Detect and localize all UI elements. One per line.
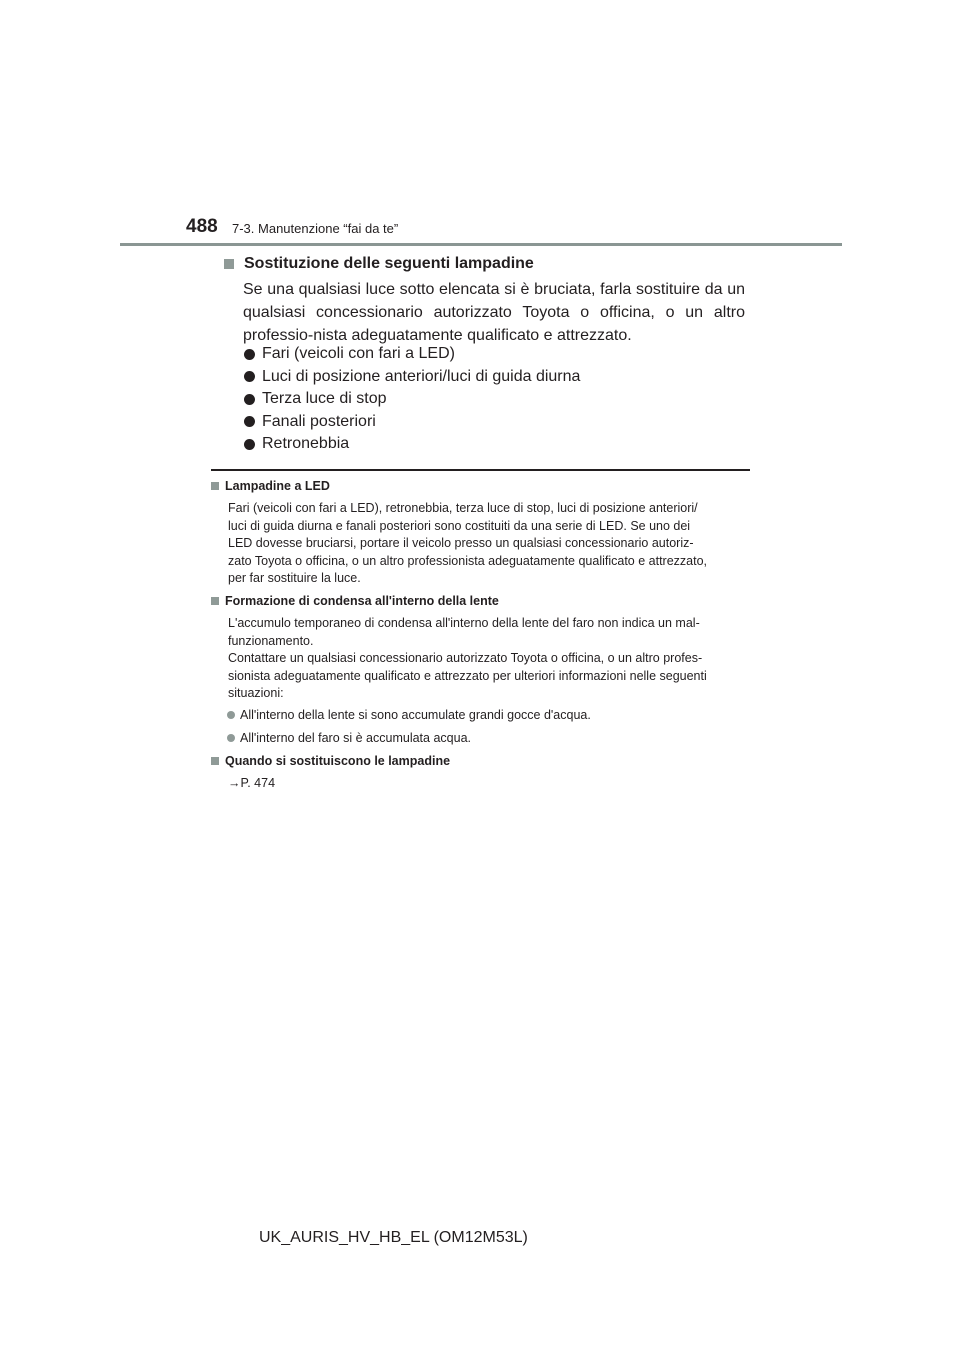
page-number: 488 <box>186 216 218 237</box>
bullet-icon <box>244 439 255 450</box>
list-item: Retronebbia <box>243 433 580 456</box>
bullet-icon <box>227 711 235 719</box>
list-item: All'interno del faro si è accumulata acqua. <box>227 731 471 745</box>
header-divider <box>120 243 842 246</box>
list-item: Terza luce di stop <box>243 388 580 411</box>
section-heading <box>224 255 534 273</box>
note-title-led: Lampadine a LED <box>211 479 330 493</box>
manual-code: UK_AURIS_HV_HB_EL (OM12M53L) <box>259 1229 528 1246</box>
section-heading-text: Sostituzione delle seguenti lampadine <box>244 255 534 272</box>
list-item: Fari (veicoli con fari a LED) <box>243 343 580 366</box>
bullet-icon <box>244 394 255 405</box>
note-text-led: Fari (veicoli con fari a LED), retronebbia, terza luce di stop, luci di posizione anteriori/ luci di guida diurna e fanali posteriori sono costituiti da una serie di LED. Se uno dei LED dovesse bruciarsi, portare il veicolo presso un qualsiasi concessionario autoriz- zato Toyota o officina, o un altro professionista adeguatamente qualificato e attrezzato, per far sostituire la luce. <box>228 501 708 586</box>
square-bullet-icon <box>224 259 234 269</box>
bulb-list <box>243 343 580 456</box>
list-item: Luci di posizione anteriori/luci di guida diurna <box>243 366 580 389</box>
page-reference: →P. 474 <box>228 776 276 790</box>
note-text-condensation: L'accumulo temporaneo di condensa all'interno della lente del faro non indica un mal- funzionamento. Contattare un qualsiasi concessionario autorizzato Toyota o officina, o un altro profes- sionista adeguatamente qualificato e attrezzato per ulteriori informazioni nelle seguenti situazioni: <box>228 616 707 701</box>
list-item: All'interno della lente si sono accumulate grandi gocce d'acqua. <box>227 708 591 722</box>
list-item: Fanali posteriori <box>243 411 580 434</box>
section-reference: 7-3. Manutenzione “fai da te” <box>232 221 399 236</box>
bullet-icon <box>244 371 255 382</box>
note-title-replacement: Quando si sostituiscono le lampadine <box>211 754 450 768</box>
note-title-condensation: Formazione di condensa all'interno della lente <box>211 594 499 608</box>
body-paragraph: Se una qualsiasi luce sotto elencata si è bruciata, farla sostituire da un qualsiasi concessionario autorizzato Toyota o officina, o un altro professio-nista adeguatamente qualificato e attrezzato. <box>243 281 745 344</box>
square-bullet-icon <box>211 597 219 605</box>
square-bullet-icon <box>211 482 219 490</box>
info-divider <box>211 469 750 471</box>
bullet-icon <box>244 416 255 427</box>
bullet-icon <box>227 734 235 742</box>
bullet-icon <box>244 349 255 360</box>
square-bullet-icon <box>211 757 219 765</box>
